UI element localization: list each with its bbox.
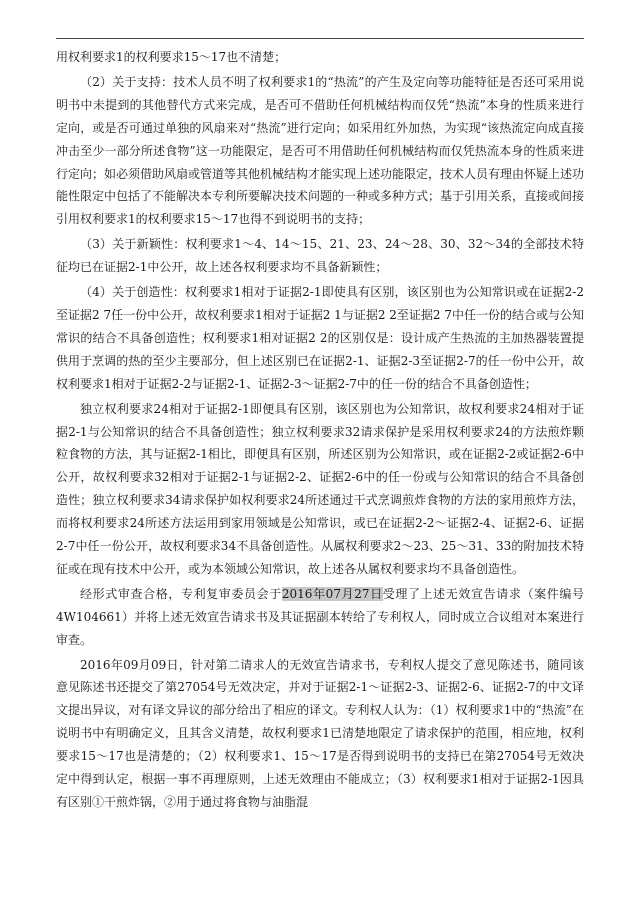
formal-review-text-post: 受理了上述无效宣告请求（案件编号4W104661）并将上述无效宣告请求书及其证据副本转给了专利权人，同时成立合议组对本案进行审查。 (56, 586, 584, 647)
paragraph-support: （2）关于支持：技术人员不明了权利要求1的“热流”的产生及定向等功能特征是否还可采用说明书中未提到的其他替代方式来完成，是否可不借助任何机械结构而仅凭“热流”本身的性质来进行定向，或是否可通过单独的风扇来对“热流”进行定向；如采用红外加热，为实现“该热流定向成直接冲击至少一部分所述食物”这一功能限定，是否可不用借助任何机械结构而仅凭热流本身的性质来进行定向；如必须借助风扇或管道等其他机械结构才能实现上述功能限定，技术人员有理由怀疑上述功能性限定中包括了不能解决本专利所要解决技术问题的一种或多种方式；基于引用关系，直接或间接引用权利要求1的权利要求15～17也得不到说明书的支持； (56, 74, 585, 227)
paragraph-inventiveness: （4）关于创造性：权利要求1相对于证据2-1即使具有区别，该区别也为公知常识或在证据2-2至证据2 7任一份中公开，故权利要求1相对于证据2 1与证据2 2至证据2 7中任一份的结合或与公知常识的结合不具备创造性；权利要求1相对证据2 2的区别仅是：设计成产生热流的主加热器装置提供用于烹调的热的至少主要部分，但上述区别已在证据2-1、证据2-3至证据2-7的任一份中公开，故权利要求1相对于证据2-2与证据2-1、证据2-3～证据2-7中的任一份的结合不具备创造性； (56, 285, 584, 391)
header-rule (56, 38, 584, 39)
document-body (56, 46, 584, 816)
paragraph-patentee-response: 2016年09月09日，针对第二请求人的无效宣告请求书，专利权人提交了意见陈述书，随同该意见陈述书还提交了第27054号无效决定，并对于证据2-1～证据2-3、证据2-6、证据2-7的中文译文提出异议，对有译文异议的部分给出了相应的译文。专利权人认为：（1）权利要求1中的“热流”在说明书中有明确定义，且其含义清楚，故权利要求1已清楚地限定了请求保护的范围，相应地，权利要求15～17也是清楚的；（2）权利要求1、15～17是否得到说明书的支持已在第27054号无效决定中得到认定，根据一事不再理原则，上述无效理由不能成立；（3）权利要求1相对于证据2-1因具有区别①干煎炸锅，②用于通过将食物与油脂混 (56, 657, 584, 809)
paragraph-independent-claims: 独立权利要求24相对于证据2-1即便具有区别，该区别也为公知常识，故权利要求24相对于证据2-1与公知常识的结合不具备创造性；独立权利要求32请求保护是采用权利要求24的方法煎炸颗粒食物的方法，其与证据2-1相比，即便具有区别，所述区别为公知常识，或在证据2-2或证据2-6中公开，故权利要求32相对于证据2-1与证据2-2、证据2-6中的任一份或与公知常识的结合不具备创造性；独立权利要求34请求保护如权利要求24所述通过干式烹调煎炸食物的方法的家用煎炸方法，而将权利要求24所述方法运用到家用领域是公知常识，或已在证据2-2～证据2-4、证据2-6、证据2-7中任一份公开，故权利要求34不具备创造性。从属权利要求2～23、25～31、33的附加技术特征或在现有技术中公开，或为本领域公知常识，故上述各从属权利要求均不具备创造性。 (56, 401, 584, 576)
paragraph-formal-review (56, 583, 584, 652)
paragraph-novelty: （3）关于新颖性：权利要求1～4、14～15、21、23、24～28、30、32～34的全部技术特征均已在证据2-1中公开，故上述各权利要求均不具备新颖性； (56, 237, 584, 275)
paragraph-clarity-cont: 用权利要求1的权利要求15～17也不清楚； (56, 50, 287, 64)
highlighted-date: 2016年07月27日 (281, 586, 383, 601)
formal-review-text-pre: 经形式审查合格，专利复审委员会于 (80, 586, 282, 601)
